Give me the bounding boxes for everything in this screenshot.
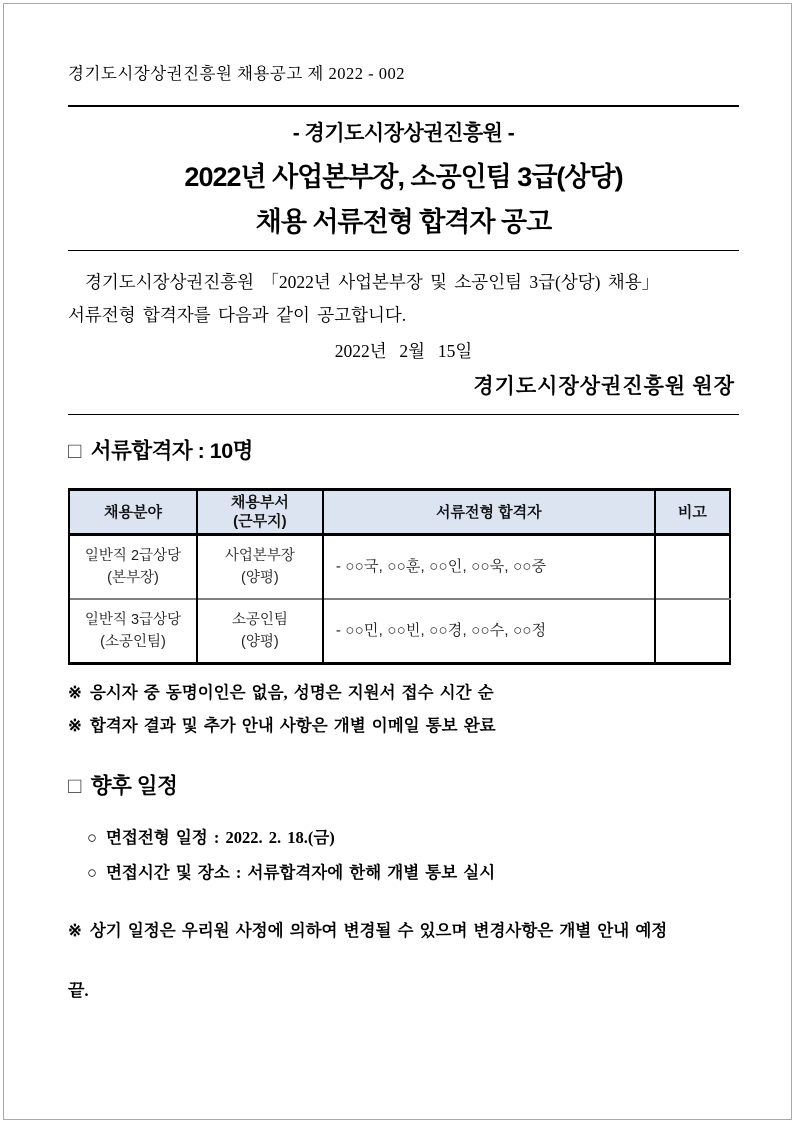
end-mark: 끝. [68, 981, 89, 1000]
announcement-line-1: 경기도시장상권진흥원 「2022년 사업본부장 및 소공인팀 3급(상당) 채용」 [85, 272, 660, 292]
table-header-row [69, 490, 730, 535]
schedule-item-interview-date [68, 826, 739, 850]
signature-director: 경기도시장상권진흥원 원장 [473, 374, 735, 398]
note-no-duplicate-names [68, 681, 739, 705]
document-page [3, 3, 792, 1120]
cell-note [655, 535, 730, 600]
reference-mark-icon: ※ [68, 716, 82, 735]
cell-field [69, 535, 197, 600]
cell-field-line2: (소공인팀) [100, 634, 166, 650]
cell-note [655, 599, 730, 664]
cell-field-line1: 일반직 3급상당 [84, 612, 182, 628]
circle-bullet-icon: ○ [87, 863, 97, 882]
cell-names: - ○○국, ○○훈, ○○인, ○○욱, ○○중 [323, 535, 655, 600]
cell-dept-line1: 소공인팀 [231, 612, 288, 628]
cell-dept [197, 599, 323, 664]
col-header-field: 채용분야 [69, 490, 197, 535]
table-row [69, 599, 730, 664]
schedule-item-text: 면접시간 및 장소 : 서류합격자에 한해 개별 통보 실시 [105, 863, 496, 882]
announcement-line-2: 서류전형 합격자를 다음과 같이 공고합니다. [68, 305, 407, 325]
section-heading-schedule [68, 772, 739, 800]
section-heading-pass-list [68, 437, 739, 465]
note-text: 응시자 중 동명이인은 없음, 성명은 지원서 접수 시간 순 [89, 683, 494, 702]
org-subtitle: - 경기도시장상권진흥원 - [292, 122, 515, 145]
doc-title-line1: 2022년 사업본부장, 소공인팀 3급(상당) [184, 162, 623, 192]
announcement-date: 2022년 2월 15일 [334, 341, 473, 361]
schedule-item-interview-place [68, 861, 739, 885]
cell-dept-line2: (양평) [241, 634, 279, 650]
cell-field-line1: 일반직 2급상당 [84, 548, 182, 564]
col-header-names: 서류전형 합격자 [323, 490, 655, 535]
page-content [4, 62, 791, 1003]
cell-dept-line2: (양평) [241, 570, 279, 586]
col-header-dept-line1: 채용부서 [230, 494, 289, 511]
cell-names: - ○○민, ○○빈, ○○경, ○○수, ○○정 [323, 599, 655, 664]
header-divider [68, 105, 739, 107]
cell-field-line2: (본부장) [107, 570, 159, 586]
col-header-dept [197, 490, 323, 535]
title-divider [68, 250, 739, 251]
col-header-dept-line2: (근무지) [233, 513, 287, 530]
section-heading-pass-text: 서류합격자 : 10명 [90, 439, 253, 463]
note-text: 상기 일정은 우리원 사정에 의하여 변경될 수 있으며 변경사항은 개별 안내 예정 [89, 921, 668, 940]
cell-dept [197, 535, 323, 600]
note-email-sent [68, 714, 739, 738]
cell-field [69, 599, 197, 664]
schedule-item-text: 면접전형 일정 : 2022. 2. 18.(금) [105, 828, 335, 847]
col-header-note: 비고 [655, 490, 730, 535]
square-bullet-icon: □ [68, 438, 81, 463]
reference-mark-icon: ※ [68, 683, 82, 702]
table-row [69, 535, 730, 600]
doc-number: 경기도시장상권진흥원 채용공고 제 2022 - 002 [68, 64, 405, 83]
note-text: 합격자 결과 및 추가 안내 사항은 개별 이메일 통보 완료 [89, 716, 496, 735]
section-heading-schedule-text: 향후 일정 [90, 774, 178, 798]
square-bullet-icon: □ [68, 773, 81, 798]
circle-bullet-icon: ○ [87, 828, 97, 847]
note-schedule-change [68, 919, 739, 943]
cell-dept-line1: 사업본부장 [224, 548, 295, 564]
announcement-paragraph [68, 266, 739, 332]
reference-mark-icon: ※ [68, 921, 82, 940]
signature-divider [68, 414, 739, 415]
doc-title-line2: 채용 서류전형 합격자 공고 [255, 207, 552, 237]
pass-list-table [68, 488, 731, 665]
